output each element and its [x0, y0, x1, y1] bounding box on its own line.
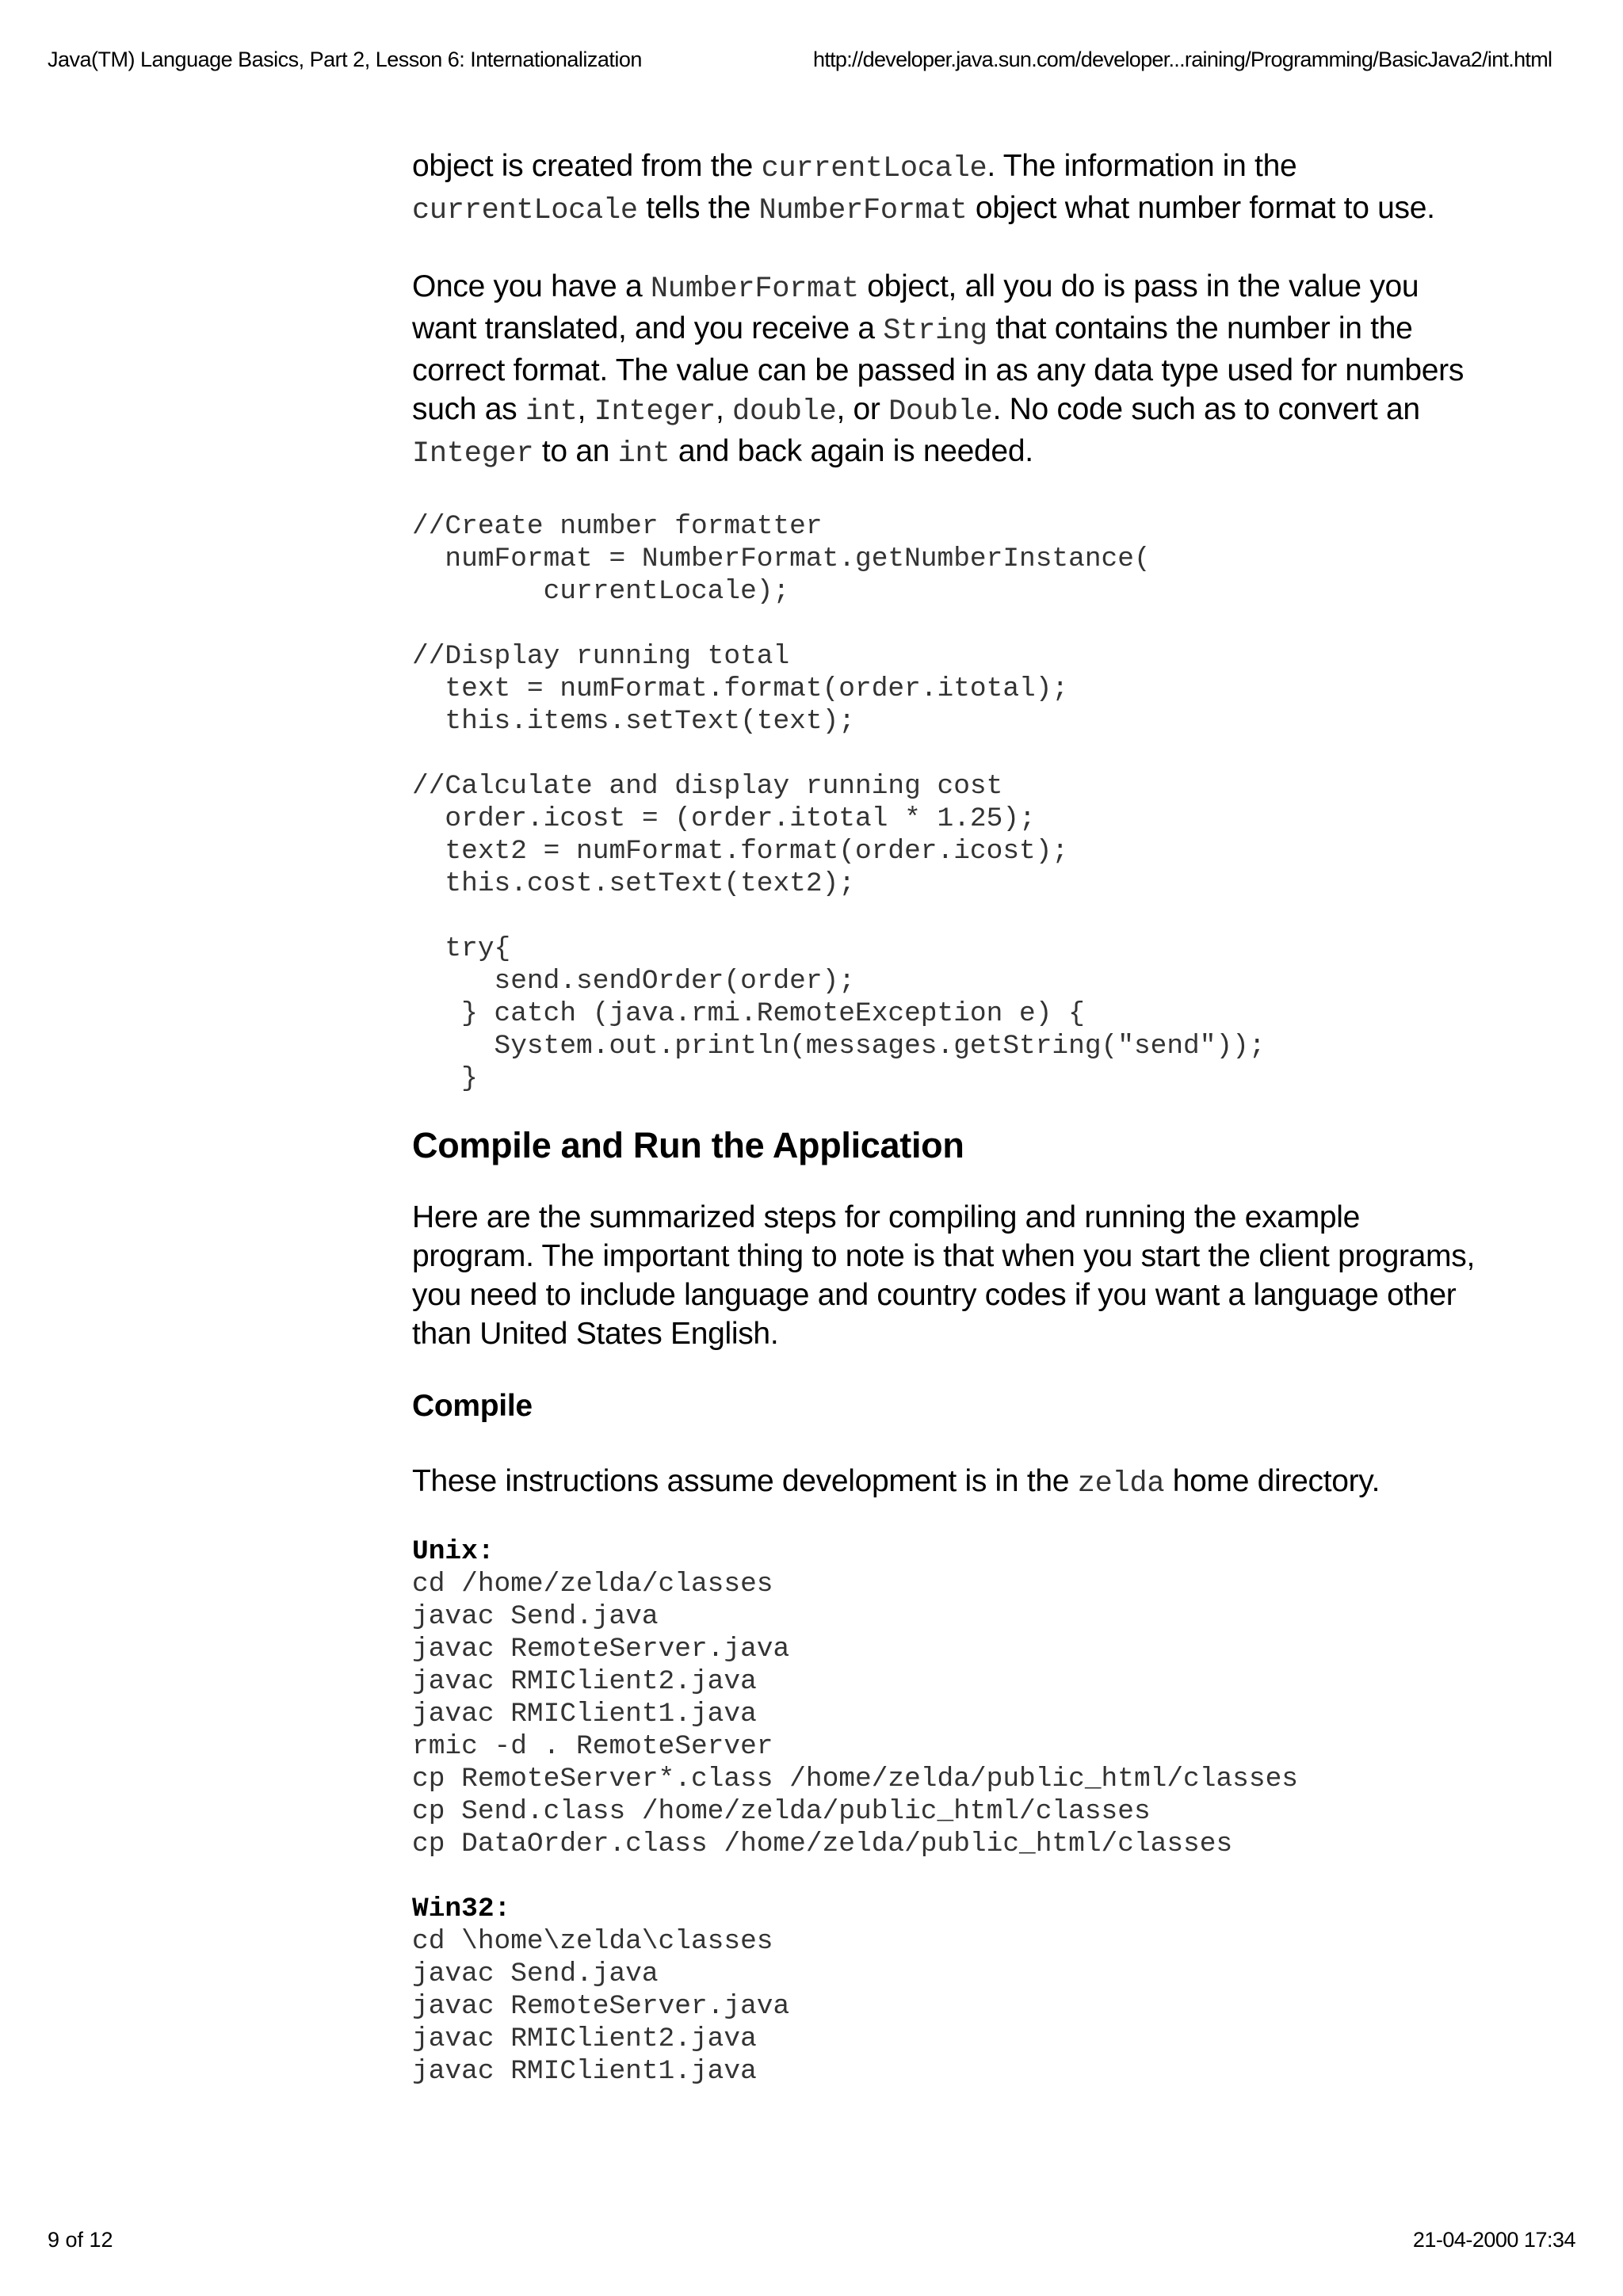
inline-code: Double — [888, 395, 993, 429]
inline-code: Integer — [594, 395, 716, 429]
text-run: , or — [836, 392, 889, 426]
code-block-win32: cd \home\zelda\classes javac Send.java javac RemoteServer.java javac RMIClient2.java javac RMIClient1.java — [412, 1926, 790, 2087]
text-run: object, all you do is pass in the value you want translated, and you receive a — [412, 269, 1419, 345]
paragraph-development-directory — [412, 1462, 1482, 1504]
text-run: object what number format to use. — [967, 191, 1435, 225]
inline-code: currentLocale — [412, 194, 638, 227]
inline-code: currentLocale — [761, 152, 987, 185]
win32-label: Win32: — [412, 1894, 511, 1924]
win32-instructions — [412, 1893, 1482, 2088]
inline-code: NumberFormat — [650, 273, 859, 306]
document-content — [412, 147, 1482, 2088]
page-header-title: Java(TM) Language Basics, Part 2, Lesson 6: Internationalization — [48, 48, 642, 71]
section-heading-compile-run: Compile and Run the Application — [412, 1125, 964, 1165]
inline-code: zelda — [1077, 1467, 1165, 1501]
text-run: Once you have a — [412, 269, 651, 303]
text-run: . No code such as to convert an — [992, 392, 1420, 426]
paragraph-numberformat-intro — [412, 147, 1482, 231]
text-run: . The information in the — [987, 149, 1297, 183]
text-run: These instructions assume development is in the — [412, 1464, 1078, 1498]
page-datetime: 21-04-2000 17:34 — [1412, 2228, 1575, 2252]
inline-code: double — [732, 395, 837, 429]
text-run: , — [577, 392, 594, 426]
text-run: that contains the number in the correct format. The value can be passed in as any data type used for numbers such as — [412, 311, 1465, 426]
text-run: home directory. — [1164, 1464, 1381, 1498]
text-run: , — [715, 392, 733, 426]
subsection-heading-compile: Compile — [412, 1389, 533, 1423]
unix-instructions — [412, 1535, 1482, 1860]
page-number: 9 of 12 — [48, 2228, 113, 2252]
code-block-unix: cd /home/zelda/classes javac Send.java javac RemoteServer.java javac RMIClient2.java javac RMIClient1.java rmic -d . RemoteServer cp RemoteServer*.class /home/zelda/public_html/classes cp Send.class /home/zelda/public_html/classes cp DataOrder.class /home/zelda/public_html/classes — [412, 1569, 1298, 1859]
unix-label: Unix: — [412, 1536, 495, 1567]
text-run: object is created from the — [412, 149, 762, 183]
inline-code: String — [883, 315, 987, 348]
text-run: and back again is needed. — [670, 434, 1033, 468]
page-header-url: http://developer.java.sun.com/developer...raining/Programming/BasicJava2/int.html — [813, 48, 1552, 71]
text-run: tells the — [637, 191, 759, 225]
paragraph-compile-summary: Here are the summarized steps for compiling and running the example program. The important thing to note is that when you start the client programs, you need to include language and country codes if you want a language other than United States English. — [412, 1200, 1475, 1351]
inline-code: int — [525, 395, 578, 429]
code-block-number-formatter: //Create number formatter numFormat = NumberFormat.getNumberInstance( currentLocale); //Display running total text = numFormat.format(order.itotal); this.items.setText(text); //Calculate and display running cost order.icost = (order.itotal * 1.25); text2 = numFormat.format(order.icost); this.cost.setText(text2); try{ send.sendOrder(order); } catch (java.rmi.RemoteException e) { System.out.println(messages.getString("send")); } — [412, 511, 1266, 1094]
inline-code: int — [617, 437, 670, 471]
paragraph-numberformat-usage — [412, 267, 1482, 474]
inline-code: NumberFormat — [758, 194, 968, 227]
text-run: to an — [533, 434, 618, 468]
inline-code: Integer — [412, 437, 534, 471]
